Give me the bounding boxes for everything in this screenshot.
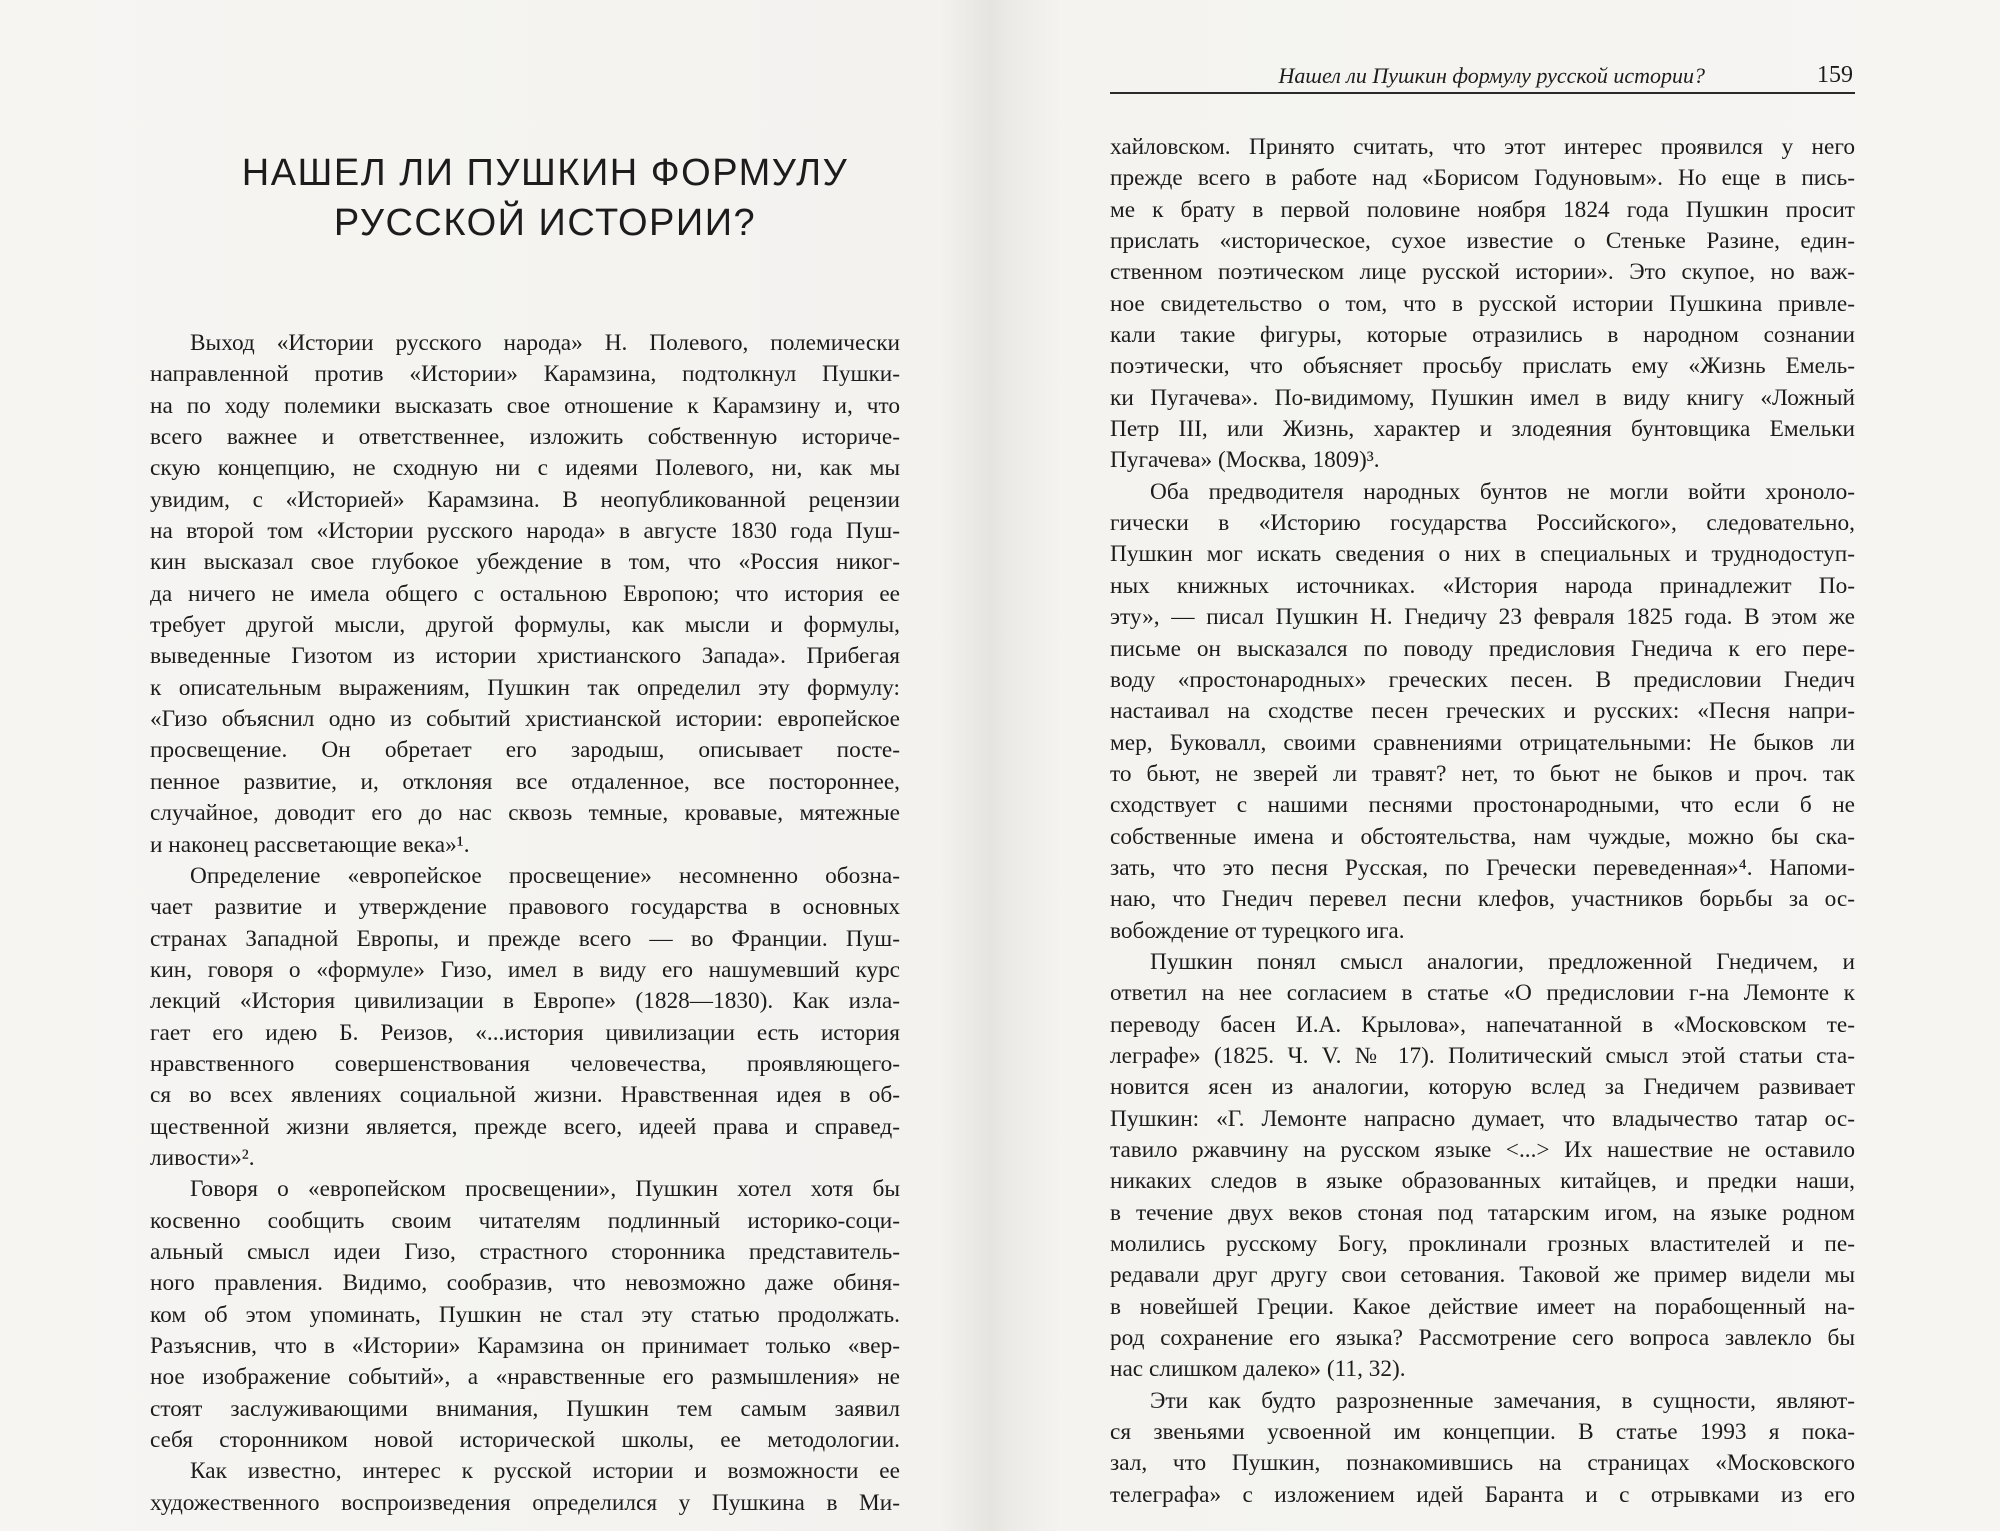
text-line: направленной против «Истории» Карамзина, подтолкнул Пушки- <box>150 361 900 388</box>
text-line: поэтически, что объясняет просьбу прислать ему «Жизнь Емель- <box>1110 353 1855 380</box>
text-line: прежде всего в работе над «Борисом Годуновым». Но еще в пись- <box>1110 165 1855 192</box>
text-line: стоят заслуживающими внимания, Пушкин тем самым заявил <box>150 1395 900 1422</box>
text-line: Пушкин: «Г. Лемонте напрасно думает, что владычество татар ос- <box>1110 1105 1855 1132</box>
text-line: Как известно, интерес к русской истории и возможности ее <box>190 1458 900 1485</box>
text-line: род сохранение его языка? Рассмотрение сего вопроса завлекло бы <box>1110 1325 1855 1352</box>
text-line: пенное развитие, и, отклоняя все отдаленное, все постороннее, <box>150 768 900 795</box>
text-line: ме к брату в первой половине ноября 1824 года Пушкин просит <box>1110 196 1855 223</box>
text-line: на второй том «Истории русского народа» в августе 1830 года Пуш- <box>150 518 900 545</box>
text-line: гает его идею Б. Реизов, «...история цивилизации есть история <box>150 1019 900 1046</box>
chapter-title-line-1: НАШЕЛ ЛИ ПУШКИН ФОРМУЛУ <box>241 152 849 194</box>
text-line: странах Западной Европы, и прежде всего — во Франции. Пуш- <box>150 925 900 952</box>
text-line: молились русскому Богу, проклинали грозных властителей и пе- <box>1110 1231 1855 1258</box>
running-head <box>1110 58 1855 94</box>
text-line: прислать «историческое, сухое известие о Стеньке Разине, един- <box>1110 228 1855 255</box>
right-page <box>1000 0 2000 1531</box>
text-line: в новейшей Греции. Какое действие имеет на порабощенный на- <box>1110 1293 1855 1320</box>
text-line: альный смысл идеи Гизо, страстного сторонника представитель- <box>150 1238 900 1265</box>
text-line: кали такие фигуры, которые отразились в народном сознании <box>1110 322 1855 349</box>
text-line: и наконец рассветающие века»¹. <box>150 831 470 858</box>
text-line: Разъяснив, что в «Истории» Карамзина он принимает только «вер- <box>150 1333 900 1359</box>
text-line: Пушкин мог искать сведения о них в специальных и труднодоступ- <box>1110 541 1855 568</box>
text-line: ся звеньями усвоенной им концепции. В статье 1993 я пока- <box>1110 1419 1855 1446</box>
text-line: к описательным выражениям, Пушкин так определил эту формулу: <box>150 674 900 701</box>
text-line: ливости»². <box>150 1144 255 1171</box>
text-line: нас слишком далеко» (11, 32). <box>1110 1356 1406 1383</box>
text-line: Пугачева» (Москва, 1809)³. <box>1110 447 1380 474</box>
text-line: всего важнее и ответственнее, изложить собственную историче- <box>150 424 900 451</box>
text-line: воду «простонародных» греческих песен. В предисловии Гнедич <box>1110 666 1855 693</box>
text-line: вобождение от турецкого ига. <box>1110 917 1405 944</box>
text-line: требует другой мысли, другой формулы, как мысли и формулы, <box>150 612 900 639</box>
text-line: в течение двух веков стоная под татарским игом, на языке родном <box>1110 1199 1855 1226</box>
text-line: просвещение. Он обретает его зародыш, описывает посте- <box>150 737 900 764</box>
right-page-text <box>1110 132 1855 1511</box>
text-line: Пушкин понял смысл аналогии, предложенной Гнедичем, и <box>1150 948 1855 975</box>
text-line: Определение «европейское просвещение» несомненно обозна- <box>190 862 900 889</box>
chapter-title <box>150 148 940 248</box>
text-line: чает развитие и утверждение правового государства в основных <box>150 894 900 921</box>
text-line: щественной жизни является, прежде всего, идеей права и справед- <box>150 1113 900 1140</box>
text-line: ки Пугачева». По-видимому, Пушкин имел в виду книгу «Ложный <box>1110 384 1855 411</box>
text-line: собственные имена и обстоятельства, нам чуждые, можно бы ска- <box>1110 823 1855 850</box>
text-line: кин, говоря о «формуле» Гизо, имел в виду его нашумевший курс <box>150 956 900 983</box>
text-line: редавали друг другу свои сетования. Таковой же пример видели мы <box>1110 1262 1855 1289</box>
text-line: эту», — писал Пушкин Н. Гнедичу 23 февраля 1825 года. В этом же <box>1110 604 1855 631</box>
running-head-title: Нашел ли Пушкин формулу русской истории? <box>1278 63 1705 88</box>
page-number: 159 <box>1817 62 1853 88</box>
text-line: тавило ржавчину на русском языке <...> Их нашествие не оставило <box>1110 1137 1855 1163</box>
text-line: Оба предводителя народных бунтов не могли войти хроноло- <box>1150 478 1855 505</box>
text-line: то бьют, не зверей ли травят? нет, то бьют не быков и проч. так <box>1110 760 1855 787</box>
text-line: художественного воспроизведения определился у Пушкина в Ми- <box>150 1489 900 1516</box>
text-line: письме он высказался по поводу предисловия Гнедича к его пере- <box>1110 635 1855 662</box>
text-line: леграфе» (1825. Ч. V. № 17). Политический смысл этой статьи ста- <box>1110 1042 1855 1069</box>
text-line: Эти как будто разрозненные замечания, в сущности, являют- <box>1150 1387 1855 1414</box>
text-line: гически в «Историю государства Российского», следовательно, <box>1110 510 1855 537</box>
text-line: нравственного совершенствования человечества, проявляющего- <box>150 1050 900 1077</box>
text-line: ственном поэтическом лице русской истории». Это скупое, но важ- <box>1110 259 1855 286</box>
text-line: кин высказал свое глубокое убеждение в том, что «Россия никог- <box>150 549 900 576</box>
text-line: ное изображение событий», а «нравственные его размышления» не <box>150 1364 900 1391</box>
text-line: лекций «История цивилизации в Европе» (1828—1830). Как изла- <box>150 988 900 1015</box>
text-line: Петр III, или Жизнь, характер и злодеяния бунтовщика Емельки <box>1110 416 1855 443</box>
text-line: увидим, с «Историей» Карамзина. В неопубликованной рецензии <box>150 486 900 513</box>
text-line: ных книжных источниках. «История народа принадлежит По- <box>1110 572 1855 599</box>
text-line: зать, что это песня Русская, по Гречески переведенная»⁴. Напоми- <box>1110 854 1855 881</box>
text-line: ответил на нее согласием в статье «О предисловии г-на Лемонте к <box>1110 980 1855 1007</box>
text-line: ком об этом упоминать, Пушкин не стал эту статью продолжать. <box>150 1301 900 1328</box>
text-line: настаивал на сходстве песен греческих и русских: «Песня напри- <box>1110 698 1855 725</box>
text-line: выведенные Гизотом из истории христианского Запада». Прибегая <box>150 643 900 670</box>
text-line: переводу басен И.А. Крылова», напечатанной в «Московском те- <box>1110 1011 1855 1038</box>
text-line: ся во всех явлениях социальной жизни. Нравственная идея в об- <box>150 1082 900 1109</box>
text-line: ного правления. Видимо, сообразив, что невозможно даже обиня- <box>150 1270 900 1297</box>
text-line: мер, Буковалл, своими сравнениями отрицательными: Не быков ли <box>1110 729 1855 756</box>
left-page-text <box>150 328 900 1519</box>
text-line: скую концепцию, не сходную ни с идеями Полевого, ни, как мы <box>150 455 900 482</box>
text-line: никаких следов в языке образованных китайцев, и предки наши, <box>1110 1168 1855 1195</box>
text-line: себя сторонником новой исторической школы, ее методологии. <box>150 1427 900 1454</box>
text-line: Выход «Истории русского народа» Н. Полевого, полемически <box>190 330 900 356</box>
text-line: хайловском. Принято считать, что этот интерес проявился у него <box>1110 134 1855 160</box>
text-line: да ничего не имела общего с остальною Европою; что история ее <box>150 580 900 607</box>
text-line: Говоря о «европейском просвещении», Пушкин хотел хотя бы <box>190 1176 900 1203</box>
text-line: новится ясен из аналогии, которую вслед за Гнедичем развивает <box>1110 1074 1855 1101</box>
text-line: на по ходу полемики высказать свое отношение к Карамзину и, что <box>150 392 900 419</box>
text-line: телеграфа» с изложением идей Баранта и с отрывками из его <box>1110 1481 1855 1508</box>
text-line: зал, что Пушкин, познакомившись на страницах «Московского <box>1110 1450 1855 1477</box>
text-line: ное свидетельство о том, что в русской истории Пушкина привле- <box>1110 290 1855 317</box>
text-line: сходствует с нашими песнями простонародными, что если б не <box>1110 792 1855 819</box>
chapter-title-line-2: РУССКОЙ ИСТОРИИ? <box>333 202 757 244</box>
text-line: «Гизо объяснил одно из событий христианской истории: европейское <box>150 706 900 733</box>
text-line: наю, что Гнедич перевел песни клефов, участников борьбы за ос- <box>1110 886 1855 913</box>
text-line: косвенно сообщить своим читателям подлинный историко-соци- <box>150 1207 900 1234</box>
text-line: случайное, доводит его до нас сквозь темные, кровавые, мятежные <box>150 800 900 827</box>
